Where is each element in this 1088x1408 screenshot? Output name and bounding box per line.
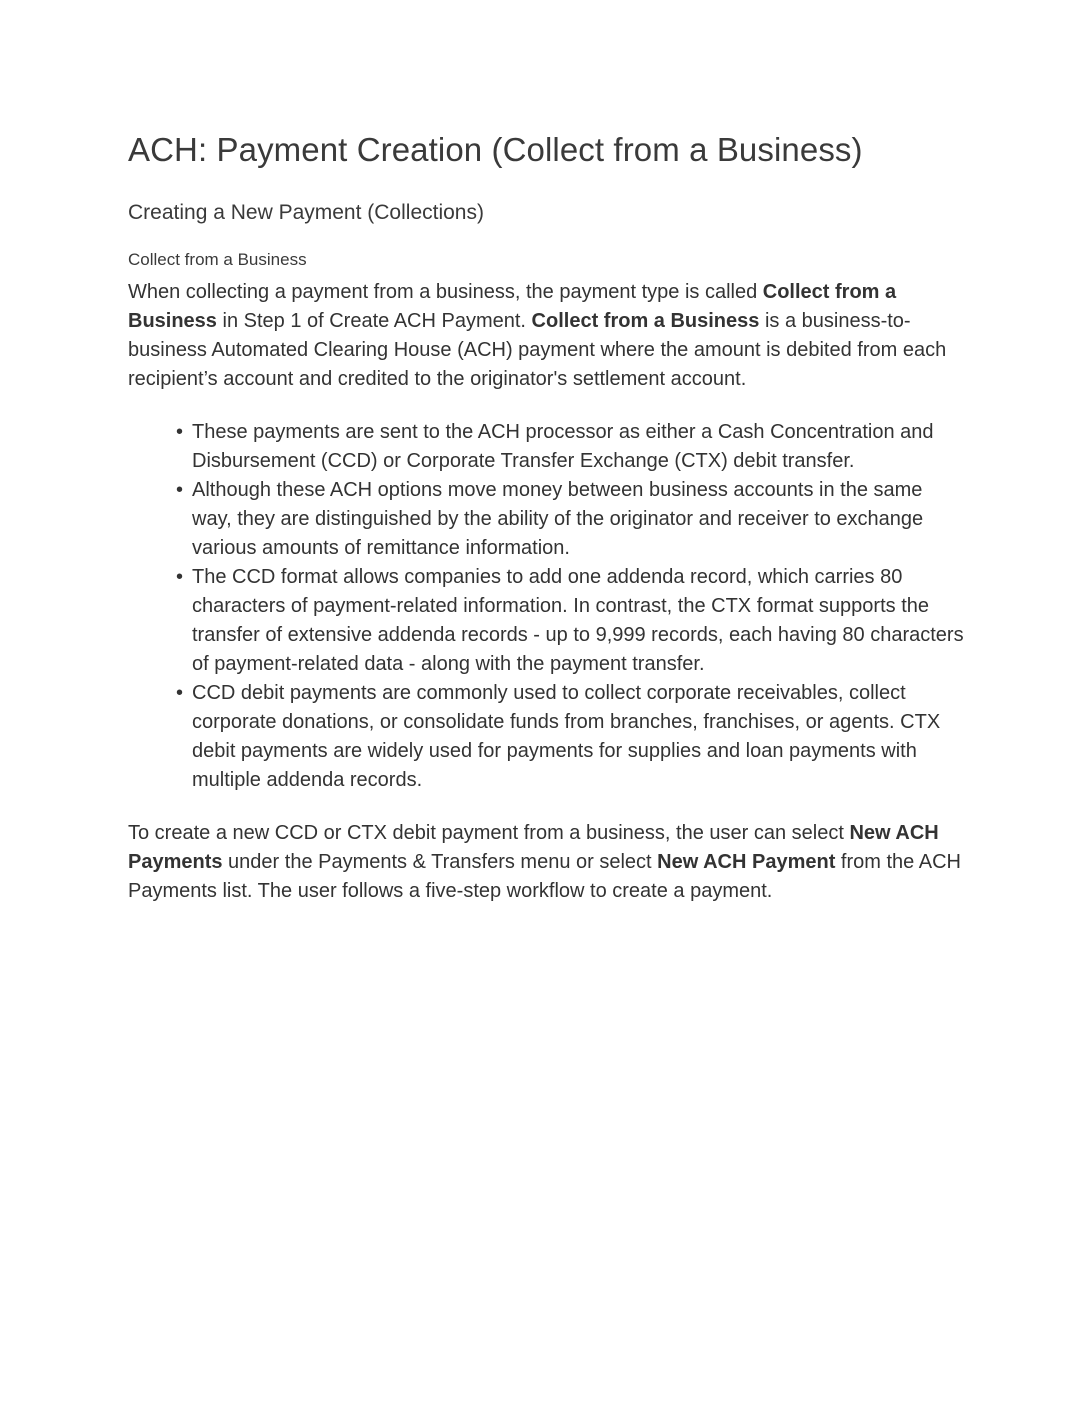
bullet-icon: •	[176, 421, 184, 443]
closing-paragraph	[128, 819, 964, 906]
intro-paragraph	[128, 278, 964, 394]
document-page	[128, 128, 964, 906]
closing-text-1: To create a new CCD or CTX debit payment from a business, the user can select	[128, 822, 850, 844]
closing-text-2: under the Payments & Transfers menu or select	[222, 851, 658, 873]
list-item-text: CCD debit payments are commonly used to collect corporate receivables, collect corporate donations, or consolidate funds from branches, franchises, or agents. CTX debit payments are widely used for payments for supplies and loan payments with multiple addenda records.	[192, 682, 941, 791]
intro-bold-payment-type: Collect from a Business	[128, 281, 897, 332]
list-item	[176, 679, 964, 795]
intro-text-1: When collecting a payment from a business, the payment type is called	[128, 281, 763, 303]
bullet-icon: •	[176, 682, 184, 704]
closing-bold-list-action: New ACH Payment	[657, 851, 836, 873]
list-item	[176, 563, 964, 679]
page-title: ACH: Payment Creation (Collect from a Business)	[128, 131, 863, 168]
closing-text-3: from the ACH Payments list. The user follows a five-step workflow to create a payment.	[128, 851, 961, 902]
bullet-list	[128, 418, 964, 795]
bullet-icon: •	[176, 566, 184, 588]
bullet-icon: •	[176, 479, 184, 501]
intro-text-3: is a business-to-business Automated Clearing House (ACH) payment where the amount is debited from each recipient’s account and credited to the originator's settlement account.	[128, 310, 947, 390]
intro-bold-payment-type-2: Collect from a Business	[531, 310, 760, 332]
closing-bold-menu-item: New ACH Payments	[128, 822, 939, 873]
list-item-text: These payments are sent to the ACH processor as either a Cash Concentration and Disbursement (CCD) or Corporate Transfer Exchange (CTX) debit transfer.	[192, 421, 934, 472]
subsection-heading: Collect from a Business	[128, 250, 307, 269]
section-heading: Creating a New Payment (Collections)	[128, 201, 484, 224]
list-item-text: The CCD format allows companies to add one addenda record, which carries 80 characters of payment-related information. In contrast, the CTX format supports the transfer of extensive addenda records - up to 9,999 records, each having 80 characters of payment-related data - along with the payment transfer.	[192, 566, 964, 675]
list-item-text: Although these ACH options move money between business accounts in the same way, they are distinguished by the ability of the originator and receiver to exchange various amounts of remittance information.	[192, 479, 924, 559]
list-item	[176, 418, 964, 476]
list-item	[176, 476, 964, 563]
intro-text-2: in Step 1 of Create ACH Payment.	[216, 310, 532, 332]
